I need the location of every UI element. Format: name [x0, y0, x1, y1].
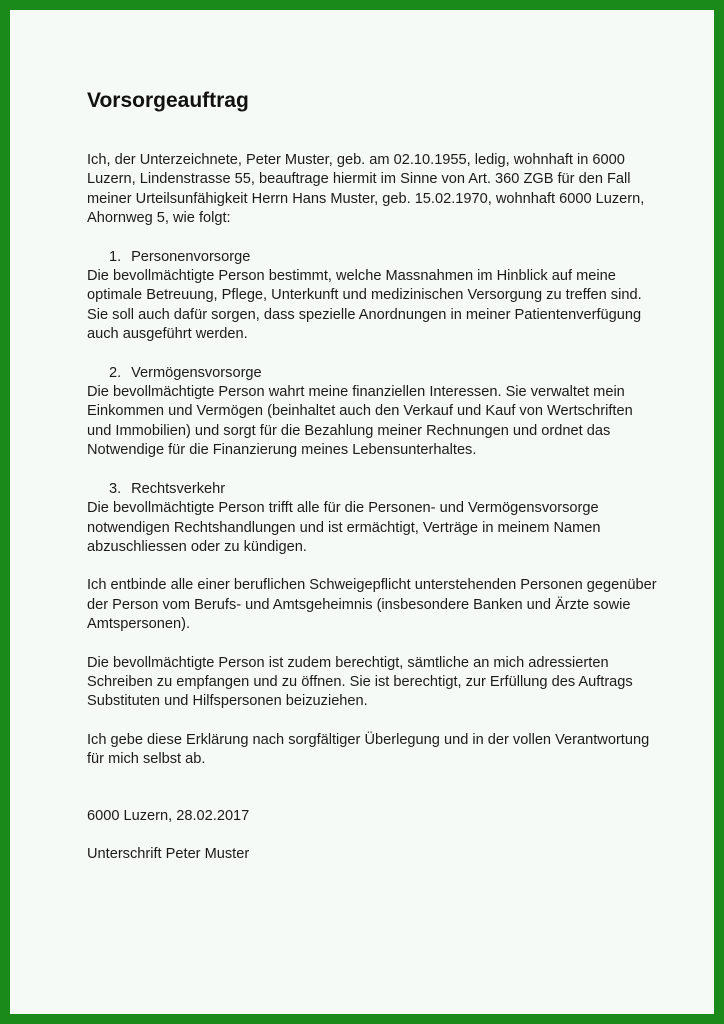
section-3-heading: [109, 480, 657, 499]
declaration-paragraph: Ich gebe diese Erklärung nach sorgfältiger Überlegung und in der vollen Verantwortung für mich selbst ab.: [87, 731, 650, 768]
mail-paragraph: Die bevollmächtigte Person ist zudem berechtigt, sämtliche an mich adressierten Schreiben zu empfangen und zu öffnen. Sie ist berechtigt, zur Erfüllung des Auftrags Substituten und Hilfspersonen beizuziehen.: [87, 654, 633, 710]
intro-paragraph: Ich, der Unterzeichnete, Peter Muster, geb. am 02.10.1955, ledig, wohnhaft in 6000 Luzern, Lindenstrasse 55, beauftrage hiermit im Sinne von Art. 360 ZGB für den Fall meiner Urteilsunfähigkeit Herrn Hans Muster, geb. 15.02.1970, wohnhaft 6000 Luzern, Ahornweg 5, wie folgt:: [87, 152, 645, 227]
document-title: Vorsorgeauftrag: [87, 89, 249, 112]
section-2-number: 2.: [109, 364, 122, 381]
section-2-heading: [109, 364, 657, 383]
section-2-body: Die bevollmächtigte Person wahrt meine finanziellen Interessen. Sie verwaltet mein Einkommen und Vermögen (beinhaltet auch den Verkauf und Kauf von Wertschriften und Immobilien) und sorgt für die Bezahlung meiner Rechnungen und ordnet das Notwendige für die Finanzierung meines Lebensunterhaltes.: [87, 384, 633, 459]
document-content: [87, 88, 657, 864]
section-1-number: 1.: [109, 248, 122, 265]
document-page: [10, 10, 714, 1014]
section-1-heading: [109, 248, 657, 267]
section-2-title: Vermögensvorsorge: [131, 364, 262, 381]
section-3-title: Rechtsverkehr: [131, 480, 226, 497]
section-3-body: Die bevollmächtigte Person trifft alle für die Personen- und Vermögensvorsorge notwendigen Rechtshandlungen und ist ermächtigt, Verträge in meinem Namen abzuschliessen oder zu kündigen.: [87, 500, 601, 555]
section-1-title: Personenvorsorge: [131, 248, 251, 265]
confidentiality-paragraph: Ich entbinde alle einer beruflichen Schweigepflicht unterstehenden Personen gegenüber der Person vom Berufs- und Amtsgeheimnis (insbesondere Banken und Ärzte sowie Amtspersonen).: [87, 577, 657, 633]
place-date: 6000 Luzern, 28.02.2017: [87, 807, 250, 824]
section-3-number: 3.: [109, 480, 122, 497]
section-1-body: Die bevollmächtigte Person bestimmt, welche Massnahmen im Hinblick auf meine optimale Betreuung, Pflege, Unterkunft und medizinischen Versorgung zu treffen sind. Sie soll auch dafür sorgen, dass spezielle Anordnungen in meiner Patientenverfügung auch ausgeführt werden.: [87, 268, 642, 343]
signature-line: Unterschrift Peter Muster: [87, 845, 250, 862]
